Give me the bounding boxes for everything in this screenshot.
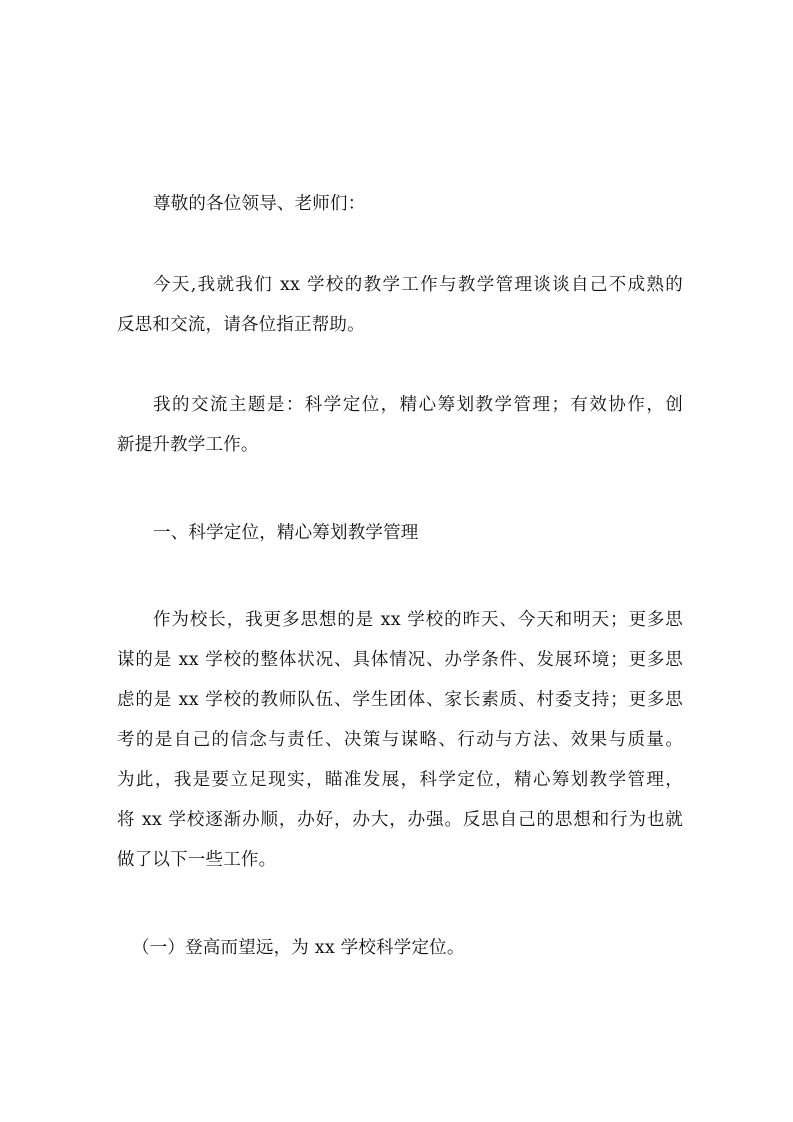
section-heading: 一、科学定位，精心筹划教学管理	[153, 523, 419, 543]
paragraph-line: 考的是自己的信念与责任、决策与谋略、行动与方法、效果与质量。	[117, 730, 683, 750]
paragraph-line: 将 xx 学校逐渐办顺，办好，办大，办强。反思自己的思想和行为也就	[117, 810, 683, 830]
paragraph-line: 做了以下一些工作。	[117, 850, 277, 870]
paragraph-line: 作为校长，我更多思想的是 xx 学校的昨天、今天和明天；更多思	[153, 610, 683, 630]
paragraph-line: 今天,我就我们 xx 学校的教学工作与教学管理谈谈自己不成熟的	[153, 275, 683, 295]
paragraph-line: 谋的是 xx 学校的整体状况、具体情况、办学条件、发展环境；更多思	[117, 650, 683, 670]
greeting-line: 尊敬的各位领导、老师们：	[153, 194, 366, 214]
paragraph-line: 反思和交流，请各位指正帮助。	[117, 315, 365, 335]
subsection-heading: （一）登高而望远，为 xx 学校科学定位。	[132, 938, 465, 958]
paragraph-line: 新提升教学工作。	[117, 435, 259, 455]
paragraph-line: 为此，我是要立足现实，瞄准发展，科学定位，精心筹划教学管理，	[117, 770, 683, 790]
paragraph-line: 我的交流主题是：科学定位，精心筹划教学管理；有效协作，创	[153, 395, 683, 415]
paragraph-line: 虑的是 xx 学校的教师队伍、学生团体、家长素质、村委支持；更多思	[117, 690, 683, 710]
